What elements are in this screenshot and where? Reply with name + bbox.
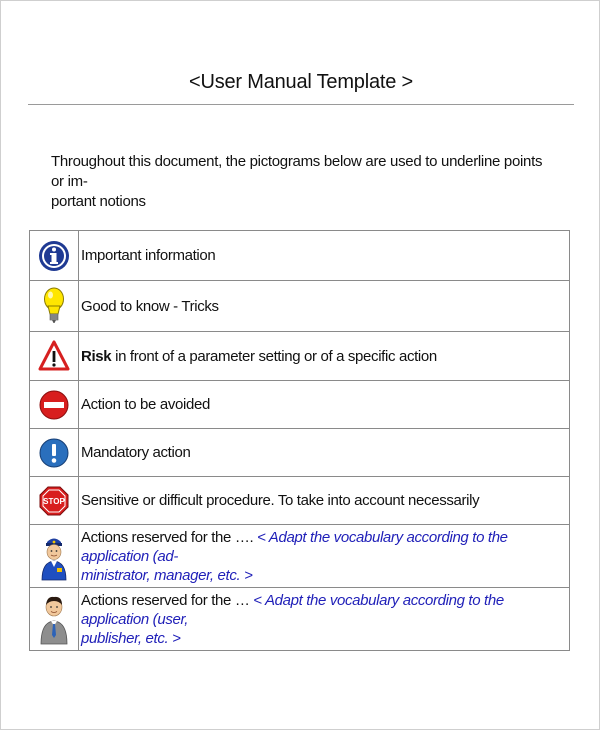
stop-sign-text: STOP <box>43 496 65 506</box>
administrator-icon <box>39 531 69 581</box>
icon-cell <box>30 477 79 525</box>
table-row <box>30 231 570 281</box>
icon-cell <box>30 381 79 429</box>
title-divider <box>28 104 574 105</box>
icon-cell <box>30 525 79 588</box>
vocabulary-note: < Adapt the vocabulary according to the application (user, publisher, etc. > <box>81 591 504 647</box>
stop-sign-icon <box>39 486 69 516</box>
mandatory-icon <box>39 438 69 468</box>
row-label: Sensitive or difficult procedure. To take into account necessarily <box>79 477 570 525</box>
user-icon <box>39 593 69 645</box>
info-icon <box>38 239 70 273</box>
intro-paragraph <box>51 152 551 212</box>
pictogram-table <box>29 230 570 651</box>
icon-cell <box>30 332 79 381</box>
risk-keyword: Risk <box>81 347 112 365</box>
row-label: Risk in front of a parameter setting or of a specific action <box>79 332 570 381</box>
row-label: Mandatory action <box>79 429 570 477</box>
vocabulary-note: < Adapt the vocabulary according to the application (ad- ministrator, manager, etc. > <box>81 528 508 584</box>
row-label: Actions reserved for the … < Adapt the vocabulary according to the application (user, publisher, etc. > <box>79 588 570 651</box>
row-label: Important information <box>79 231 570 281</box>
lightbulb-icon <box>43 287 65 325</box>
document-title: <User Manual Template > <box>188 71 414 93</box>
table-row <box>30 525 570 588</box>
row-label: Action to be avoided <box>79 381 570 429</box>
table-row <box>30 588 570 651</box>
intro-text: Throughout this document, the pictograms below are used to underline points or im- portant notions <box>51 153 543 210</box>
table-row <box>30 429 570 477</box>
icon-cell <box>30 588 79 651</box>
row-label: Good to know - Tricks <box>79 281 570 332</box>
icon-cell <box>30 231 79 281</box>
table-row <box>30 381 570 429</box>
icon-cell <box>30 281 79 332</box>
no-entry-icon <box>39 390 69 420</box>
table-row <box>30 477 570 525</box>
table-row <box>30 281 570 332</box>
row-label: Actions reserved for the …. < Adapt the vocabulary according to the application (ad- ministrator, manager, etc. > <box>79 525 570 588</box>
icon-cell <box>30 429 79 477</box>
warning-triangle-icon <box>38 340 70 372</box>
table-row <box>30 332 570 381</box>
